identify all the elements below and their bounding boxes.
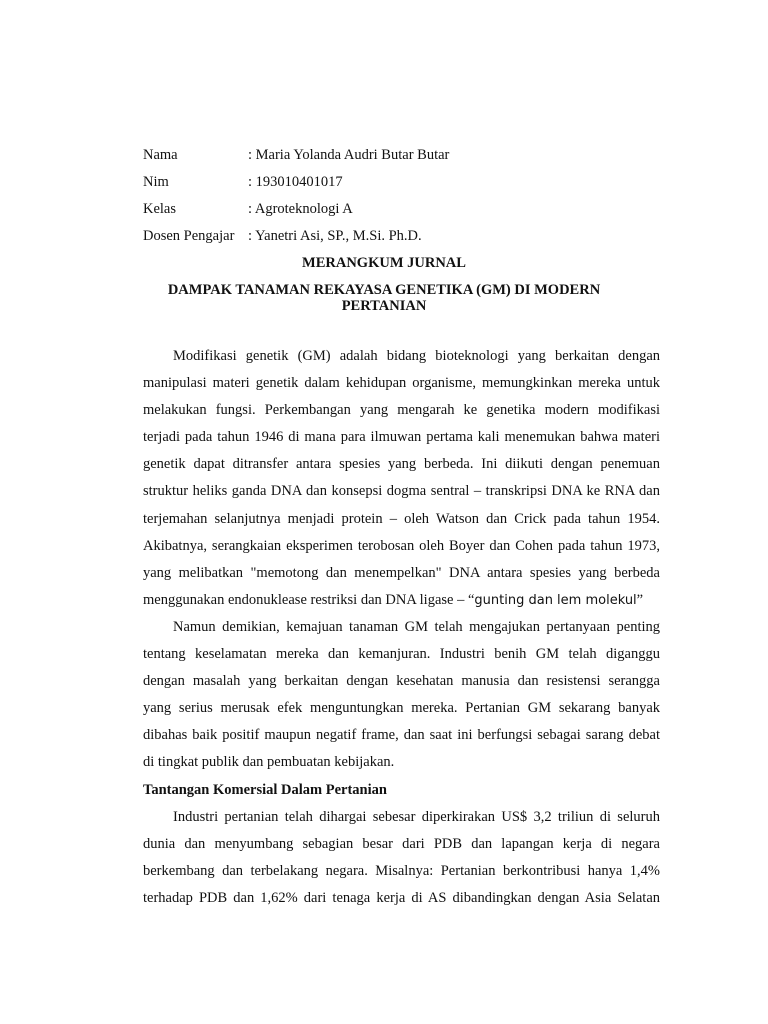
document-title: MERANGKUM JURNAL [302,255,466,271]
text-line: yang serius merusak efek menguntungkan mereka. Pertanian GM sekarang banyak [143,700,660,717]
text-line: dunia dan menyumbang sebagian besar dari PDB dan lapangan kerja di negara [143,835,660,852]
text-segment: menggunakan endonuklease restriksi dan DNA ligase – “ [143,591,475,608]
info-label: Nama [143,147,178,163]
student-info [143,145,449,253]
text-line: melakukan fungsi. Perkembangan yang mengarah ke genetika modern modifikasi [143,402,660,419]
info-row-dosen [143,226,449,253]
section-heading: Tantangan Komersial Dalam Pertanian [143,781,387,798]
text-line: terhadap PDB dan 1,62% dari tenaga kerja di AS dibandingkan dengan Asia Selatan [143,889,660,906]
text-line: tentang keselamatan mereka dan kemanjuran. Industri benih GM telah diganggu [143,646,660,663]
paragraph-3 [143,807,660,915]
handwritten-phrase: gunting dan lem molekul [474,592,637,608]
info-label: Nim [143,174,169,190]
paragraph-2 [143,617,660,780]
info-label: Dosen Pengajar [143,228,235,244]
text-line [143,590,660,617]
text-segment: ” [636,591,644,608]
info-label: Kelas [143,201,177,217]
text-line: struktur heliks ganda DNA dan konsepsi dogma sentral – transkripsi DNA ke RNA dan [143,483,660,500]
paragraph-1 [143,346,660,617]
document-body [143,346,660,915]
text-line: dibahas baik positif maupun negatif frame, dan saat ini berfungsi sebagai sarang debat [143,727,660,744]
info-value: : Maria Yolanda Audri Butar Butar [248,147,450,163]
text-line: genetik dapat ditransfer antara spesies yang berbeda. Ini diikuti dengan penemuan [143,456,660,473]
info-value: : Yanetri Asi, SP., M.Si. Ph.D. [248,228,422,244]
info-row-kelas [143,199,449,226]
text-line: yang melibatkan "memotong dan menempelkan" DNA antara spesies yang berbeda [143,564,660,581]
text-line: terjadi pada tahun 1946 di mana para ilmuwan pertama kali menemukan bahwa materi [143,429,660,446]
text-line: Modifikasi genetik (GM) adalah bidang bioteknologi yang berkaitan dengan [173,348,660,364]
text-line: manipulasi materi genetik dalam kehidupan organisme, memungkinkan mereka untuk [143,375,660,392]
text-line: berkembang dan terbelakang negara. Misalnya: Pertanian berkontribusi hanya 1,4% [143,862,660,879]
info-value: : 193010401017 [248,174,343,190]
text-line: Namun demikian, kemajuan tanaman GM telah mengajukan pertanyaan penting [173,618,660,635]
info-row-nim [143,172,449,199]
info-row-nama [143,145,449,172]
journal-title: DAMPAK TANAMAN REKAYASA GENETIKA (GM) DI MODERN PERTANIAN [167,282,601,314]
text-line: di tingkat publik dan pembuatan kebijakan. [143,754,395,771]
text-line: dengan masalah yang berkaitan dengan kesehatan manusia dan resistensi serangga [143,673,660,690]
text-line: terjemahan selanjutnya menjadi protein – oleh Watson dan Crick pada tahun 1954. [143,510,660,527]
info-value: : Agroteknologi A [248,201,353,217]
text-line: Industri pertanian telah dihargai sebesar diperkirakan US$ 3,2 triliun di seluruh [173,808,660,825]
text-line: Akibatnya, serangkaian eksperimen terobosan oleh Boyer dan Cohen pada tahun 1973, [143,537,660,554]
